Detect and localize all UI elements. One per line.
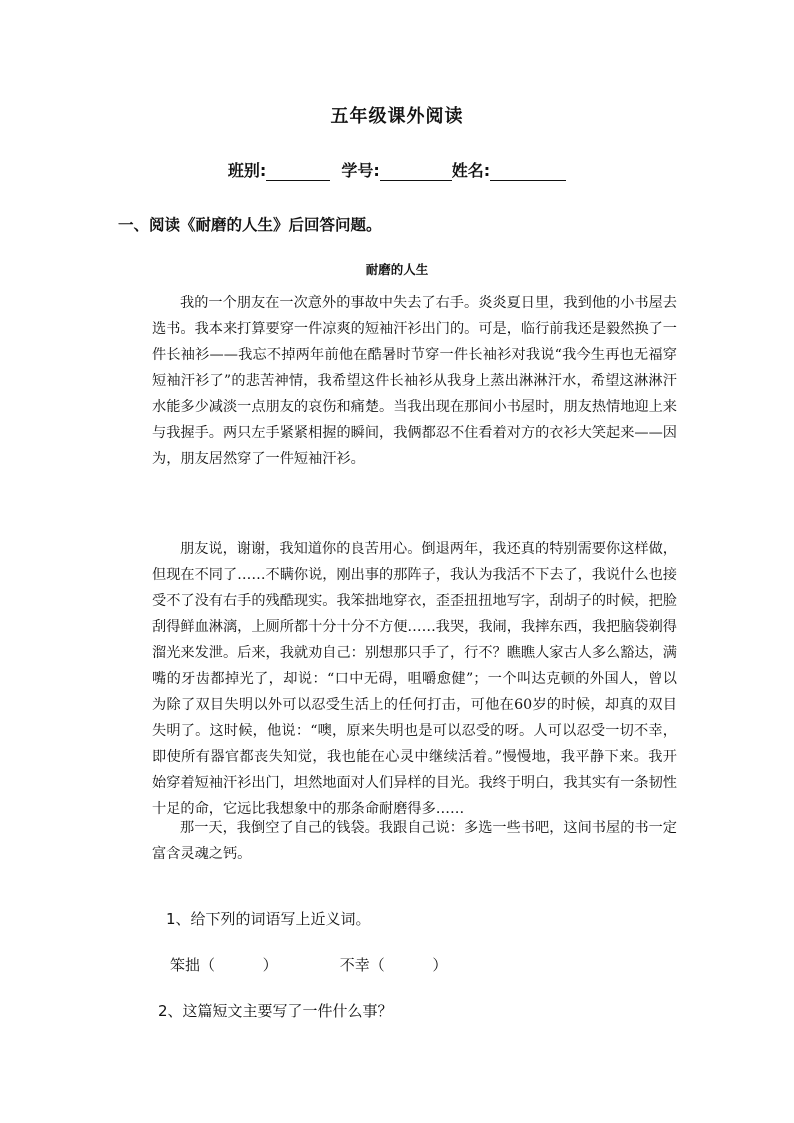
class-label: 班别: bbox=[227, 161, 267, 180]
passage-paragraph-1: 我的一个朋友在一次意外的事故中失去了右手。炎炎夏日里，我到他的小书屋去选书。我本来打算要穿一件凉爽的短袖汗衫出门的。可是，临行前我还是毅然换了一件长袖衫——我忘不掉两年前他在酷暑时节穿一件长袖衫对我说“我今生再也无福穿短袖汗衫了”的悲苦神情，我希望这件长袖衫从我身上蒸出淋淋汗水，希望这淋淋汗水能多少减淡一点朋友的哀伤和痛楚。当我出现在那间小书屋时，朋友热情地迎上来与我握手。两只左手紧紧相握的瞬间，我俩都忍不住看着对方的衣衫大笑起来——因为，朋友居然穿了一件短袖汗衫。 bbox=[152, 295, 677, 467]
passage-paragraph-3: 那一天，我倒空了自己的钱袋。我跟自己说：多选一些书吧，这间书屋的书一定富含灵魂之钙。 bbox=[152, 820, 677, 862]
question-1: 1、给下列的词语写上近义词。 bbox=[166, 910, 371, 928]
student-info-line bbox=[0, 158, 794, 181]
synonym-item-1[interactable]: 笨拙（ ） bbox=[170, 956, 278, 974]
section-heading: 一、阅读《耐磨的人生》后回答问题。 bbox=[118, 216, 382, 234]
number-label: 学号: bbox=[341, 161, 380, 180]
passage-paragraph-2: 朋友说，谢谢，我知道你的良苦用心。倒退两年，我还真的特别需要你这样做，但现在不同了……不瞒你说，刚出事的那阵子，我认为我活不下去了，我说什么也接受不了没有右手的残酷现实。我笨拙地穿衣，歪歪扭扭地写字，刮胡子的时候，把脸刮得鲜血淋漓，上厕所都十分十分不方便……我哭，我闹，我摔东西，我把脑袋剃得溜光来发泄。后来，我就劝自己：别想那只手了，行不？瞧瞧人家古人多么豁达，满嘴的牙齿都掉光了，却说：“口中无碍，咀嚼愈健”；一个叫达克顿的外国人，曾以为除了双目失明以外可以忍受生活上的任何打击，可他在60岁的时候，却真的双目失明了。这时候，他说：“噢，原来失明也是可以忍受的呀。人可以忍受一切不幸，即使所有器官都丧失知觉，我也能在心灵中继续活着。”慢慢地，我平静下来。我开始穿着短袖汗衫出门，坦然地面对人们异样的目光。我终于明白，我其实有一条韧性十足的命，它远比我想象中的那条命耐磨得多…… bbox=[152, 541, 677, 817]
class-blank[interactable] bbox=[266, 163, 330, 181]
synonym-item-2[interactable]: 不幸（ ） bbox=[339, 956, 448, 974]
name-label: 姓名: bbox=[451, 161, 491, 180]
passage-title: 耐磨的人生 bbox=[365, 262, 429, 277]
question-2: 2、这篇短文主要写了一件什么事？ bbox=[158, 1002, 393, 1020]
document-title: 五年级课外阅读 bbox=[330, 106, 464, 127]
synonym-items bbox=[170, 954, 447, 975]
name-blank[interactable] bbox=[490, 163, 566, 181]
number-blank[interactable] bbox=[380, 163, 452, 181]
